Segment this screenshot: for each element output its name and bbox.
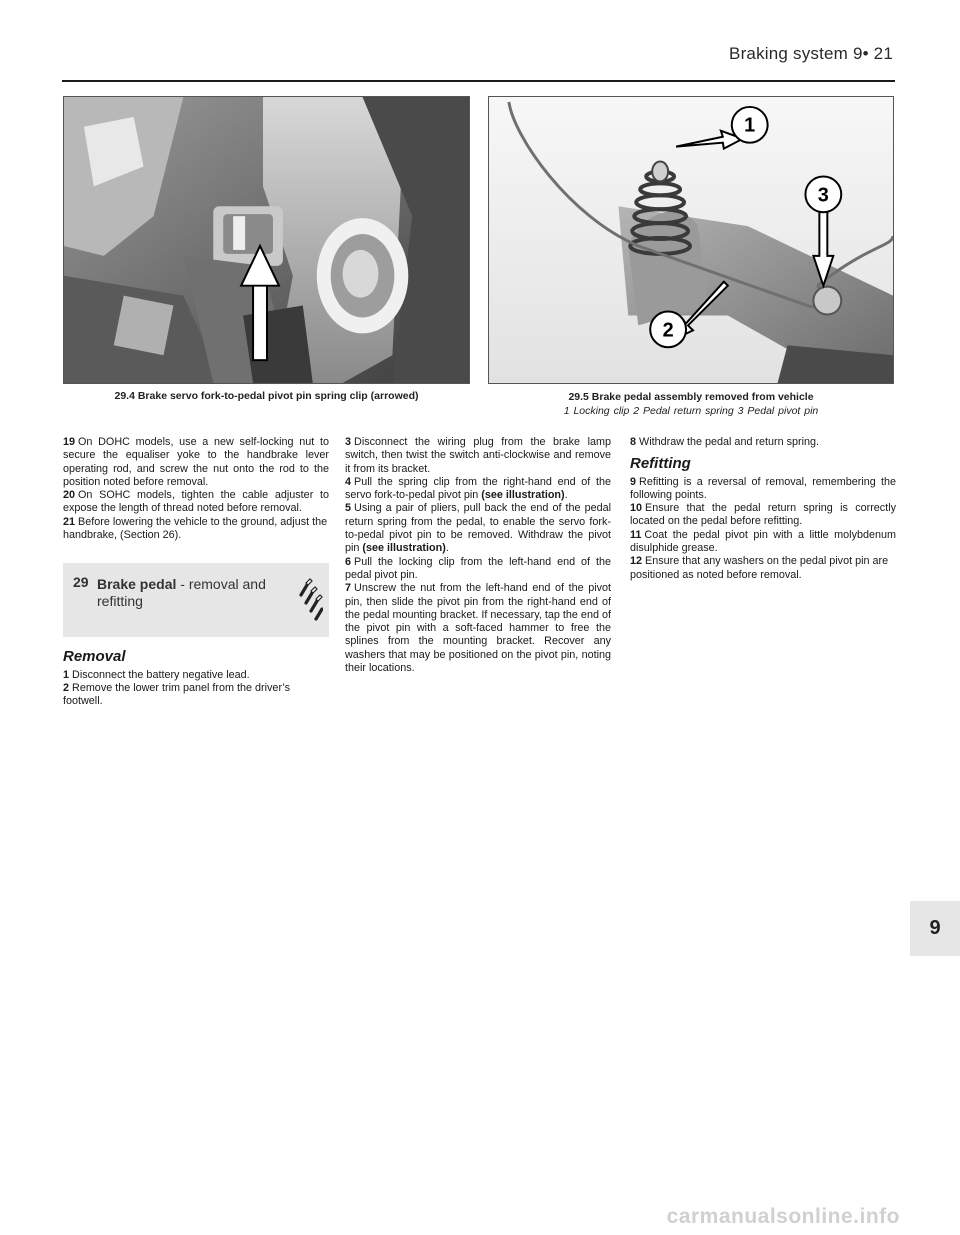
- removal-heading: Removal: [63, 648, 126, 666]
- illustration-reference: (see illustration): [481, 489, 565, 502]
- step-text: Unscrew the nut from the left-hand end of the pivot pin, then slide the pivot pin from the right-hand end of the pedal mounting bracket. If necessary, tap the end of the pivot pin with a soft-faced hammer to free the splines from the mounting bracket. Recover any washers that may be positioned on the pivot pin, noting their locations.: [345, 582, 611, 675]
- step-text: Remove the lower trim panel from the driver’s footwell.: [63, 681, 291, 708]
- paragraph-19: [63, 436, 329, 489]
- text-column-1: [63, 436, 329, 709]
- paragraph-1: [63, 669, 329, 682]
- chapter-tab: [910, 901, 960, 956]
- paragraph-4: [345, 476, 611, 503]
- paragraph-6: [345, 556, 611, 583]
- text-column-3: [630, 436, 896, 582]
- page-header: [62, 42, 895, 82]
- step-number: 1: [63, 668, 70, 681]
- step-text: Refitting is a reversal of removal, remembering the following points.: [630, 475, 896, 501]
- step-text: Before lowering the vehicle to the ground, adjust the handbrake, (Section 26).: [63, 515, 328, 542]
- step-text: Disconnect the wiring plug from the brake lamp switch, then twist the switch anti-clockwise and remove it from its bracket.: [345, 436, 611, 475]
- paragraph-9: [630, 476, 896, 503]
- step-number: 11: [630, 528, 642, 541]
- step-text: Withdraw the pedal and return spring.: [639, 436, 820, 448]
- marker-3: 3: [817, 184, 829, 207]
- illustration-reference: (see illustration): [362, 542, 446, 555]
- paragraph-21: [63, 516, 329, 543]
- step-number: 9: [630, 475, 637, 488]
- step-number: 5: [345, 502, 352, 515]
- step-text: Pull the locking clip from the left-hand end of the pedal pivot pin.: [345, 555, 611, 581]
- paragraph-11: [630, 529, 896, 556]
- photo-29-4-image: [64, 97, 469, 383]
- paragraph-12: [630, 555, 896, 582]
- step-number: 4: [345, 475, 352, 488]
- step-number: 7: [345, 582, 352, 595]
- step-text: Disconnect the battery negative lead.: [72, 668, 250, 681]
- step-text: Pull the spring clip from the right-hand end of the servo fork-to-pedal pivot pin: [345, 475, 611, 502]
- text-column-2: [345, 436, 611, 675]
- step-text: On DOHC models, use a new self-locking nut to secure the equaliser yoke to the handbrake lever operating rod, and screw the nut onto the rod to the position noted before removal.: [63, 436, 329, 488]
- caption-29-5-title: 29.5 Brake pedal assembly removed from vehicle: [568, 391, 814, 403]
- step-number: 20: [63, 489, 76, 502]
- step-number: 21: [63, 515, 76, 528]
- step-text: Ensure that any washers on the pedal pivot pin are positioned as noted before removal.: [630, 555, 889, 581]
- step-text: On SOHC models, tighten the cable adjuster to expose the length of thread noted before removal.: [63, 489, 329, 515]
- step-text-end: .: [445, 542, 449, 555]
- section-title-bold: Brake pedal: [97, 576, 177, 593]
- step-text-end: .: [564, 489, 568, 502]
- step-number: 3: [345, 436, 352, 448]
- step-number: 6: [345, 555, 352, 568]
- photo-29-5-image: [489, 97, 893, 383]
- step-text: Coat the pedal pivot pin with a little molybdenum disulphide grease.: [630, 528, 896, 555]
- paragraph-20: [63, 489, 329, 516]
- step-text: Using a pair of pliers, pull back the end of the pedal return spring from the pedal, to enable the servo fork-to-pedal pivot pin to be removed. Withdraw the pivot pin: [345, 502, 611, 555]
- step-number: 8: [630, 436, 637, 448]
- watermark: carmanualsonline.info: [666, 1205, 900, 1228]
- paragraph-3: [345, 436, 611, 476]
- section-title: [97, 576, 287, 610]
- section-number: 29: [73, 574, 89, 591]
- paragraph-8: [630, 436, 896, 449]
- step-number: 19: [63, 436, 76, 448]
- section-heading-box: [63, 563, 329, 637]
- chapter-number: 9: [929, 917, 941, 939]
- caption-29-4: 29.4 Brake servo fork-to-pedal pivot pin spring clip (arrowed): [114, 390, 419, 402]
- step-text: Ensure that the pedal return spring is correctly located on the pedal before refitting.: [630, 502, 896, 528]
- step-number: 2: [63, 681, 70, 694]
- running-title: Braking system 9• 21: [729, 44, 893, 63]
- paragraph-7: [345, 582, 611, 675]
- caption-29-5: [488, 390, 894, 418]
- photo-29-4: [63, 96, 470, 384]
- paragraph-2: [63, 682, 329, 709]
- step-number: 12: [630, 555, 643, 568]
- paragraph-5: [345, 502, 611, 555]
- spanner-difficulty-icon: [297, 577, 323, 623]
- marker-2: 2: [662, 319, 674, 342]
- section-title-rest: - removal and refitting: [97, 576, 266, 610]
- paragraph-10: [630, 502, 896, 529]
- caption-29-5-legend: 1 Locking clip 2 Pedal return spring 3 Pedal pivot pin: [563, 405, 819, 417]
- refitting-heading: Refitting: [630, 455, 691, 473]
- step-number: 10: [630, 502, 643, 515]
- photo-29-5: [488, 96, 894, 384]
- marker-1: 1: [744, 114, 756, 137]
